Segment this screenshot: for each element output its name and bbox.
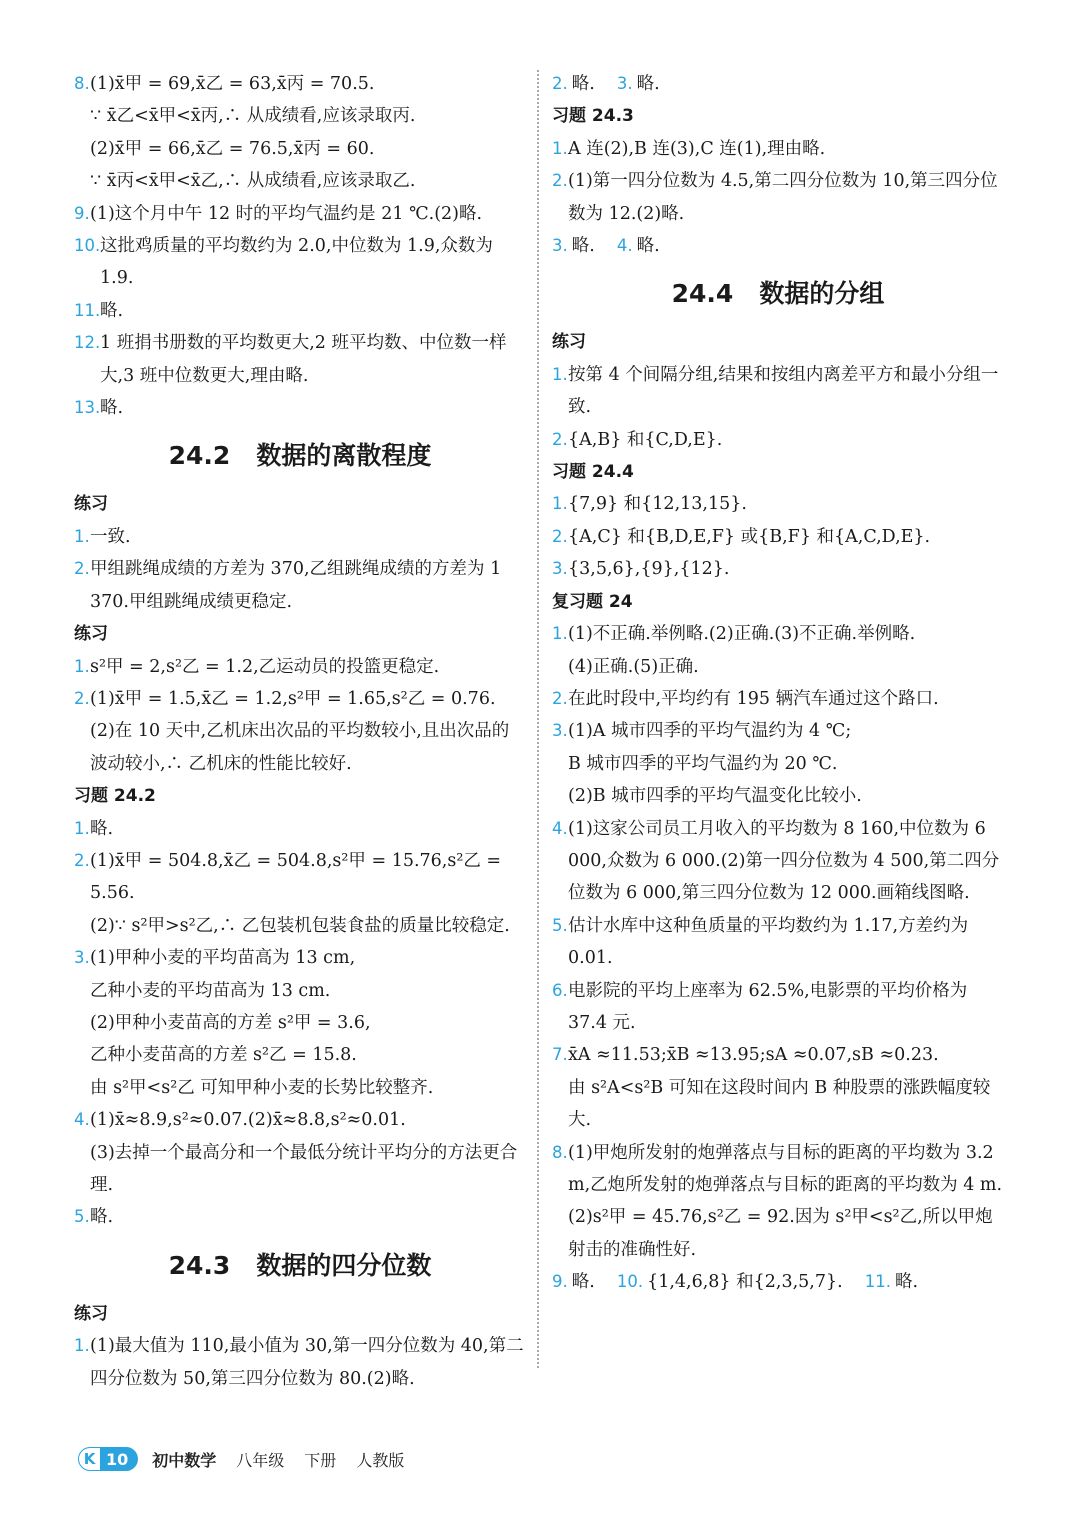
page-number: 10 bbox=[100, 1447, 138, 1471]
answer-text: ∵ x̄丙<x̄甲<x̄乙,∴ 从成绩看,应该录取乙. bbox=[90, 171, 416, 192]
answer-6 bbox=[552, 975, 1004, 1040]
footer-edition: 人教版 bbox=[356, 1450, 405, 1470]
answer-number: 3. bbox=[552, 721, 568, 741]
answer-text: (1)x̄甲 = 504.8,x̄乙 = 504.8,s²甲 = 15.76,s²乙 = 5.56. bbox=[90, 850, 502, 904]
answer-text: s²甲 = 2,s²乙 = 1.2,乙运动员的投篮更稳定. bbox=[90, 656, 440, 677]
answer-number: 2. bbox=[74, 688, 90, 708]
answer-text: ∵ x̄乙<x̄甲<x̄丙,∴ 从成绩看,应该录取丙. bbox=[90, 106, 416, 127]
answer-1 bbox=[74, 1330, 526, 1395]
answers-3-4: 3. 略. 4. 略. bbox=[552, 236, 660, 257]
answer-text: 一致. bbox=[90, 526, 131, 547]
answer-4 bbox=[552, 813, 1004, 910]
answer-text: (2)∵ s²甲>s²乙,∴ 乙包装机包装食盐的质量比较稳定. bbox=[90, 915, 510, 936]
answer-1 bbox=[74, 813, 526, 845]
answer-text: (2)B 城市四季的平均气温变化比较小. bbox=[568, 786, 862, 807]
answer-text: (4)正确.(5)正确. bbox=[568, 656, 699, 677]
answer-text: (1)这个月中午 12 时的平均气温约是 21 ℃.(2)略. bbox=[90, 203, 483, 224]
answer-13 bbox=[74, 392, 526, 424]
answer-3 bbox=[552, 715, 1004, 812]
answer-number: 10. bbox=[616, 1272, 644, 1292]
answer-1 bbox=[552, 488, 1004, 520]
answer-number: 2. bbox=[74, 559, 90, 579]
answer-number: 1. bbox=[552, 138, 568, 158]
answer-text: (3)去掉一个最高分和一个最低分统计平均分的方法更合理. bbox=[90, 1142, 518, 1195]
answer-number: 5. bbox=[74, 1207, 90, 1227]
answer-4 bbox=[74, 1104, 526, 1201]
answer-number: 3. bbox=[552, 236, 568, 256]
answer-number: 10. bbox=[74, 236, 101, 256]
answer-text: 略. bbox=[100, 398, 124, 419]
answer-number: 13. bbox=[74, 398, 101, 418]
answer-number: 4. bbox=[616, 236, 633, 256]
subheading-review: 复习题 24 bbox=[552, 591, 633, 612]
answer-text: 1 班捐书册数的平均数更大,2 班平均数、中位数一样大,3 班中位数更大,理由略. bbox=[100, 333, 507, 386]
answer-text: 乙种小麦苗高的方差 s²乙 = 15.8. bbox=[90, 1045, 357, 1066]
answer-number: 1. bbox=[74, 526, 90, 546]
section-title-24-3: 24.3 数据的四分位数 bbox=[168, 1250, 432, 1280]
left-column bbox=[74, 68, 526, 1395]
answer-number: 1. bbox=[74, 1336, 90, 1356]
subheading-practice: 练习 bbox=[74, 494, 108, 515]
answer-text: A 连(2),B 连(3),C 连(1),理由略. bbox=[568, 138, 826, 159]
answer-text: 由 s²A<s²B 可知在这段时间内 B 种股票的涨跌幅度较大. bbox=[568, 1077, 991, 1131]
answer-number: 11. bbox=[864, 1272, 891, 1292]
answer-text: (1)不正确.举例略.(2)正确.(3)不正确.举例略. bbox=[568, 624, 916, 645]
answers-9-11: 9. 略. 10. {1,4,6,8} 和{2,3,5,7}. 11. 略. bbox=[552, 1272, 919, 1293]
answer-text: {7,9} 和{12,13,15}. bbox=[568, 494, 747, 515]
answer-text: {3,5,6},{9},{12}. bbox=[568, 559, 730, 580]
answer-text: (2)甲种小麦苗高的方差 s²甲 = 3.6, bbox=[90, 1012, 371, 1033]
answer-1 bbox=[552, 359, 1004, 424]
answer-number: 6. bbox=[552, 980, 568, 1000]
answer-number: 2. bbox=[552, 171, 568, 191]
answer-3 bbox=[74, 942, 526, 1104]
answer-text: (1)甲种小麦的平均苗高为 13 cm, bbox=[90, 948, 356, 969]
footer-grade: 八年级 bbox=[236, 1450, 285, 1470]
answer-number: 3. bbox=[616, 74, 633, 93]
column-divider bbox=[537, 70, 539, 1368]
subheading-exercises: 习题 24.2 bbox=[74, 786, 156, 807]
answer-text: 估计水库中这种鱼质量的平均数约为 1.17,方差约为 0.01. bbox=[568, 915, 969, 969]
answer-number: 2. bbox=[552, 688, 568, 708]
answer-text: x̄A ≈11.53;x̄B ≈13.95;sA ≈0.07,sB ≈0.23. bbox=[568, 1045, 939, 1066]
answer-number: 1. bbox=[552, 364, 568, 384]
k-logo-icon: K bbox=[78, 1447, 100, 1471]
answer-12 bbox=[74, 327, 526, 392]
answer-number: 8. bbox=[74, 74, 90, 93]
subheading-practice: 练习 bbox=[74, 624, 108, 645]
answer-2 bbox=[74, 553, 526, 618]
answer-5 bbox=[552, 910, 1004, 975]
answer-10 bbox=[74, 230, 526, 295]
answer-text: 略. bbox=[100, 300, 124, 321]
answer-number: 5. bbox=[552, 915, 568, 935]
section-title-24-4: 24.4 数据的分组 bbox=[671, 279, 885, 309]
answer-text: (1)A 城市四季的平均气温约为 4 ℃; bbox=[568, 721, 852, 742]
section-title-24-2: 24.2 数据的离散程度 bbox=[168, 441, 432, 471]
answers-2-3: 2. 略. 3. 略. bbox=[552, 74, 660, 94]
answer-2 bbox=[552, 424, 1004, 456]
answer-2 bbox=[74, 845, 526, 942]
answer-text: (1)这家公司员工月收入的平均数为 8 160,中位数为 6 000,众数为 6 000.(2)第一四分位数为 4 500,第二四分位数为 6 000,第三四分位数为 12 000.画箱线图略. bbox=[568, 818, 1000, 904]
answer-text: (1)甲炮所发射的炮弹落点与目标的距离的平均数为 3.2 m,乙炮所发射的炮弹落点与目标的距离的平均数为 4 m. bbox=[568, 1142, 1003, 1195]
answer-number: 2. bbox=[552, 74, 568, 93]
answer-text: 由 s²甲<s²乙 可知甲种小麦的长势比较整齐. bbox=[90, 1077, 434, 1098]
answer-8: 8. (1)x̄甲 = 69,x̄乙 = 63,x̄丙 = 70.5. bbox=[74, 68, 526, 100]
answer-3 bbox=[552, 553, 1004, 585]
answer-1 bbox=[552, 133, 1004, 165]
answer-text: {A,B} 和{C,D,E}. bbox=[568, 429, 723, 450]
answer-1 bbox=[74, 521, 526, 553]
answer-number: 4. bbox=[74, 1110, 90, 1130]
answer-text: 这批鸡质量的平均数约为 2.0,中位数为 1.9,众数为 1.9. bbox=[100, 236, 493, 289]
answer-text: (1)最大值为 110,最小值为 30,第一四分位数为 40,第二四分位数为 50,第三四分位数为 80.(2)略. bbox=[90, 1336, 524, 1389]
answer-text: (1)第一四分位数为 4.5,第二四分位数为 10,第三四分位数为 12.(2)略. bbox=[568, 171, 998, 224]
answer-text: 电影院的平均上座率为 62.5%,电影票的平均价格为 37.4 元. bbox=[568, 980, 968, 1033]
answer-text: {A,C} 和{B,D,E,F} 或{B,F} 和{A,C,D,E}. bbox=[568, 526, 931, 547]
answer-number: 9. bbox=[552, 1272, 568, 1292]
answer-text: (2)在 10 天中,乙机床出次品的平均数较小,且出次品的波动较小,∴ 乙机床的性能比较好. bbox=[90, 721, 510, 774]
answer-number: 12. bbox=[74, 333, 101, 353]
answer-number: 11. bbox=[74, 300, 101, 320]
answer-text: 略. bbox=[90, 818, 114, 839]
answer-2 bbox=[74, 683, 526, 780]
answer-number: 3. bbox=[552, 559, 568, 579]
right-column bbox=[552, 68, 1004, 1299]
subheading-practice: 练习 bbox=[74, 1303, 108, 1324]
answer-7 bbox=[552, 1039, 1004, 1136]
answer-text: (2)s²甲 = 45.76,s²乙 = 92.因为 s²甲<s²乙,所以甲炮射击的准确性好. bbox=[568, 1207, 993, 1260]
answer-2 bbox=[552, 683, 1004, 715]
answer-number: 8. bbox=[552, 1142, 568, 1162]
answer-number: 1. bbox=[74, 818, 90, 838]
answer-11 bbox=[74, 295, 526, 327]
answer-number: 2. bbox=[552, 429, 568, 449]
answer-text: (1)x̄≈8.9,s²≈0.07.(2)x̄≈8.8,s²≈0.01. bbox=[90, 1110, 406, 1131]
answer-text: 在此时段中,平均约有 195 辆汽车通过这个路口. bbox=[568, 688, 939, 709]
answer-text: 甲组跳绳成绩的方差为 370,乙组跳绳成绩的方差为 1 370.甲组跳绳成绩更稳定. bbox=[90, 559, 502, 612]
answer-text: 略. bbox=[90, 1207, 114, 1228]
page-footer bbox=[78, 1446, 424, 1472]
answer-8 bbox=[552, 1137, 1004, 1267]
footer-subject: 初中数学 bbox=[152, 1450, 217, 1470]
subheading-practice: 练习 bbox=[552, 332, 586, 353]
answer-number: 9. bbox=[74, 203, 90, 223]
answer-2 bbox=[552, 165, 1004, 230]
answer-text: (1)x̄甲 = 1.5,x̄乙 = 1.2,s²甲 = 1.65,s²乙 = 0.76. bbox=[90, 688, 496, 709]
answer-number: 1. bbox=[74, 656, 90, 676]
answer-text: (2)x̄甲 = 66,x̄乙 = 76.5,x̄丙 = 60. bbox=[90, 138, 375, 159]
answer-1 bbox=[74, 651, 526, 683]
answer-number: 2. bbox=[74, 850, 90, 870]
subheading-exercises: 习题 24.3 bbox=[552, 106, 634, 127]
answer-1 bbox=[552, 618, 1004, 683]
page-badge bbox=[78, 1447, 138, 1471]
answer-number: 3. bbox=[74, 948, 90, 968]
answer-number: 7. bbox=[552, 1045, 568, 1065]
answer-5 bbox=[74, 1201, 526, 1233]
answer-number: 2. bbox=[552, 526, 568, 546]
answer-number: 1. bbox=[552, 624, 568, 644]
answer-text: 按第 4 个间隔分组,结果和按组内离差平方和最小分组一致. bbox=[568, 364, 999, 418]
answer-text: B 城市四季的平均气温约为 20 ℃. bbox=[568, 753, 838, 774]
answer-number: 4. bbox=[552, 818, 568, 838]
answer-text: 乙种小麦的平均苗高为 13 cm. bbox=[90, 980, 331, 1001]
answer-2 bbox=[552, 521, 1004, 553]
subheading-exercises: 习题 24.4 bbox=[552, 462, 634, 483]
answer-9 bbox=[74, 198, 526, 230]
footer-volume: 下册 bbox=[304, 1450, 337, 1470]
answer-number: 1. bbox=[552, 494, 568, 514]
